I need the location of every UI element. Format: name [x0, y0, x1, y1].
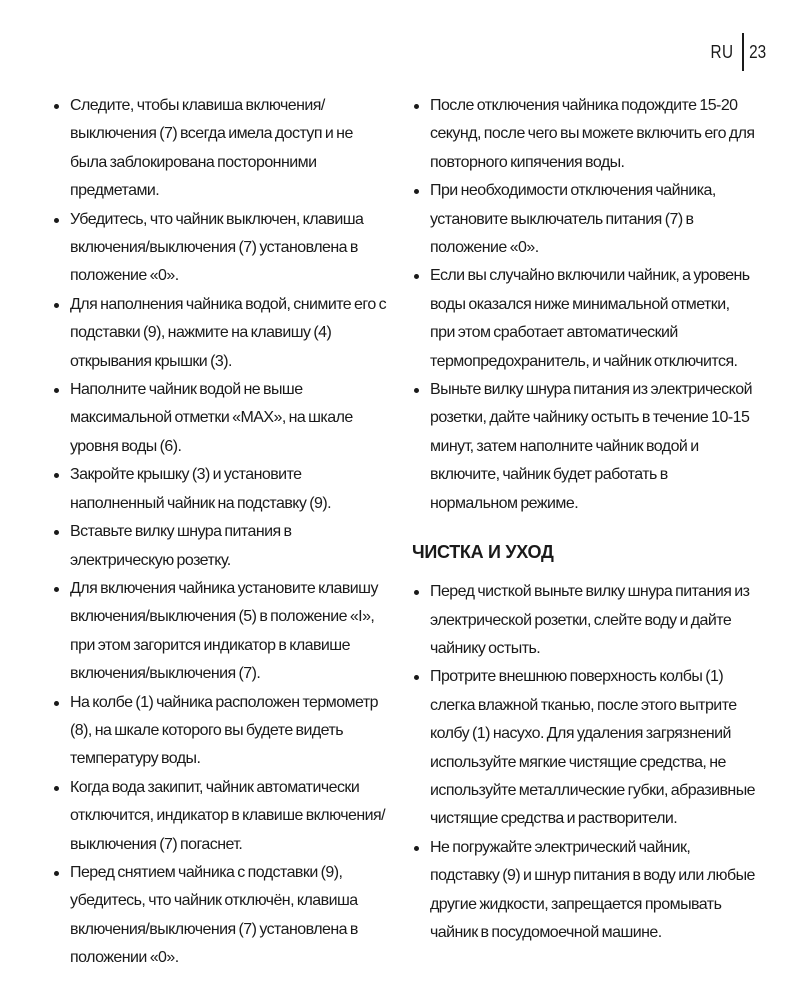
right-instructions-list	[412, 92, 757, 518]
list-item: Перед чисткой выньте вилку шнура питания из электрической розетки, слейте воду и дайте чайнику остыть.	[412, 578, 757, 663]
right-column	[412, 92, 757, 947]
list-item: Если вы случайно включили чайник, а уровень воды оказался ниже минимальной отметки, при этом сработает автоматический термопредохранитель, и чайник отключится.	[412, 262, 757, 376]
left-instructions-list	[52, 92, 392, 973]
page-header	[705, 33, 770, 71]
language-label: RU	[710, 42, 734, 62]
list-item: Для включения чайника установите клавишу включения/выключения (5) в положение «I», при этом загорится индикатор в клавише включения/выключения (7).	[52, 575, 392, 689]
list-item: Следите, чтобы клавиша включения/выключения (7) всегда имела доступ и не была заблокирована посторонними предметами.	[52, 92, 392, 206]
list-item: Когда вода закипит, чайник автоматически отключится, индикатор в клавише включения/выключения (7) погаснет.	[52, 774, 392, 859]
list-item: Закройте крышку (3) и установите наполненный чайник на подставку (9).	[52, 461, 392, 518]
cleaning-section-title: ЧИСТКА И УХОД	[412, 542, 554, 563]
list-item: Наполните чайник водой не выше максимальной отметки «MAX», на шкале уровня воды (6).	[52, 376, 392, 461]
list-item: После отключения чайника подождите 15-20 секунд, после чего вы можете включить его для повторного кипячения воды.	[412, 92, 757, 177]
page-number: 23	[749, 42, 767, 62]
list-item: При необходимости отключения чайника, установите выключатель питания (7) в положение «0».	[412, 177, 757, 262]
list-item: Выньте вилку шнура питания из электрической розетки, дайте чайнику остыть в течение 10-15 минут, затем наполните чайник водой и включите, чайник будет работать в нормальном режиме.	[412, 376, 757, 518]
list-item: Вставьте вилку шнура питания в электрическую розетку.	[52, 518, 392, 575]
list-item: Протрите внешнюю поверхность колбы (1) слегка влажной тканью, после этого вытрите колбу (1) насухо. Для удаления загрязнений используйте мягкие чистящие средства, не используйте металлические губки, абразивные чистящие средства и растворители.	[412, 663, 757, 833]
list-item: Для наполнения чайника водой, снимите его с подставки (9), нажмите на клавишу (4) открывания крышки (3).	[52, 291, 392, 376]
list-item: Убедитесь, что чайник выключен, клавиша включения/выключения (7) установлена в положение «0».	[52, 206, 392, 291]
list-item: На колбе (1) чайника расположен термометр (8), на шкале которого вы будете видеть температуру воды.	[52, 689, 392, 774]
cleaning-instructions-list	[412, 578, 757, 947]
left-column	[52, 92, 392, 973]
list-item: Не погружайте электрический чайник, подставку (9) и шнур питания в воду или любые другие жидкости, запрещается промывать чайник в посудомоечной машине.	[412, 834, 757, 948]
list-item: Перед снятием чайника с подставки (9), убедитесь, что чайник отключён, клавиша включения/выключения (7) установлена в положении «0».	[52, 859, 392, 973]
